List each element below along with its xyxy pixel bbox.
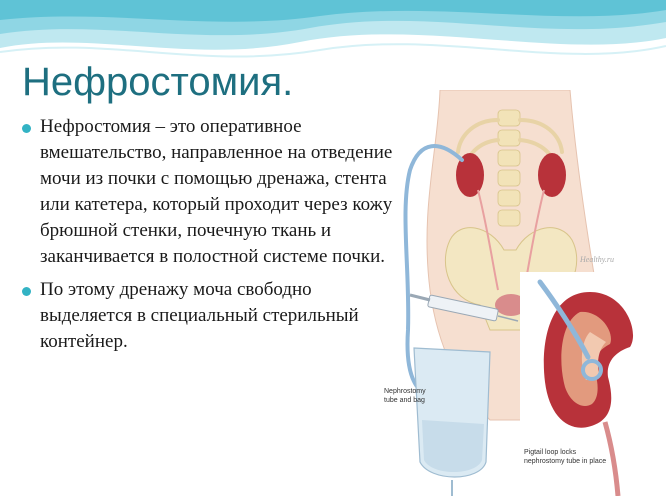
tube-label-line2: tube and bag — [384, 397, 425, 404]
bullet-item — [20, 114, 400, 270]
bullet-icon — [22, 124, 31, 133]
right-kidney-icon — [538, 153, 566, 197]
bullet-text: Нефростомия – это оперативное вмешательство, направленное на отведение мочи из почки с помощью дренажа, стента или катетера, который проходит через кожу брюшной стенки, почечную ткань и заканчивается в полостной системе почки. — [40, 116, 393, 267]
bullet-item — [20, 277, 400, 355]
tube-label-line1: Nephrostomy — [384, 388, 426, 395]
inset-label-line2: nephrostomy tube in place — [524, 458, 607, 465]
bullet-list — [20, 114, 400, 362]
bullet-icon — [22, 287, 31, 296]
inset-label-line1: Pigtail loop locks — [524, 449, 577, 456]
kidney-inset-illustration — [520, 272, 666, 496]
slide-title: Нефростомия. — [22, 60, 294, 104]
watermark-text: Healthy.ru — [580, 255, 614, 264]
bullet-text: По этому дренажу моча свободно выделяется в специальный стерильный контейнер. — [40, 279, 359, 352]
